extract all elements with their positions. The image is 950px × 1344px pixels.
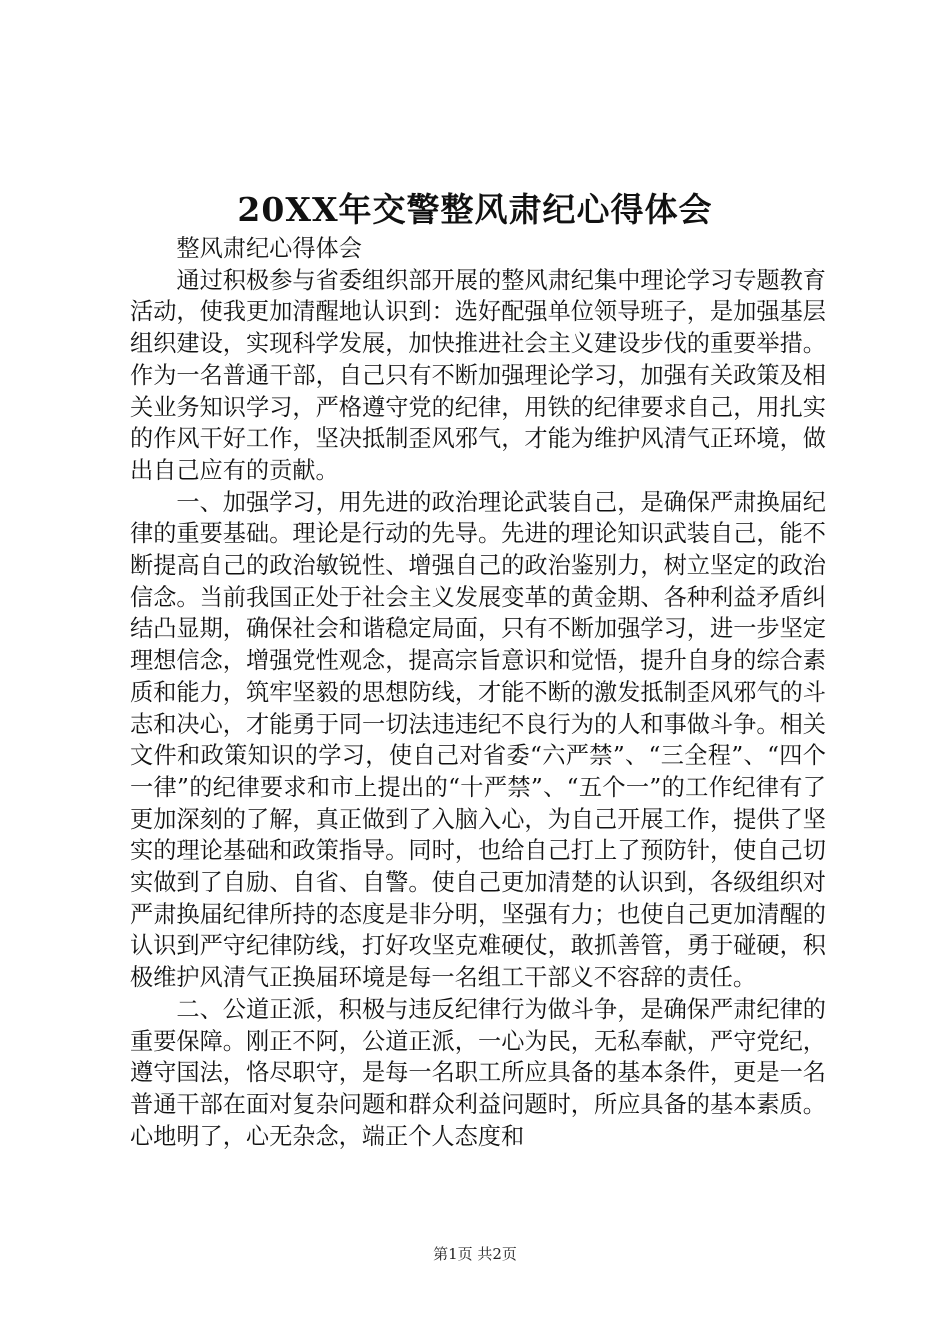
body-paragraph: 二、公道正派，积极与违反纪律行为做斗争，是确保严肃纪律的重要保障。刚正不阿，公道正派，一心为民，无私奉献，严守党纪，遵守国法，恪尽职守，是每一名职工所应具备的基本条件，更是一名普通干部在面对复杂问题和群众利益问题时，所应具备的基本素质。心地明了，心无杂念，端正个人态度和 [130,995,826,1150]
document-body [130,233,826,1152]
body-paragraph: 一、加强学习，用先进的政治理论武装自己，是确保严肃换届纪律的重要基础。理论是行动的先导。先进的理论知识武装自己，能不断提高自己的政治敏锐性、增强自己的政治鉴别力，树立坚定的政治信念。当前我国正处于社会主义发展变革的黄金期、各种利益矛盾纠结凸显期，确保社会和谐稳定局面，只有不断加强学习，进一步坚定理想信念，增强党性观念，提高宗旨意识和觉悟，提升自身的综合素质和能力，筑牢坚毅的思想防线，才能不断的激发抵制歪风邪气的斗志和决心，才能勇于同一切法违违纪不良行为的人和事做斗争。相关文件和政策知识的学习，使自己对省委“六严禁”、“三全程”、“四个一律”的纪律要求和市上提出的“十严禁”、“五个一”的工作纪律有了更加深刻的了解，真正做到了入脑入心，为自己开展工作，提供了坚实的理论基础和政策指导。同时，也给自己打上了预防针，使自己切实做到了自励、自省、自警。使自己更加清楚的认识到，各级组织对严肃换届纪律所持的态度是非分明，坚强有力；也使自己更加清醒的认识到严守纪律防线，打好攻坚克难硬仗，敢抓善管，勇于碰硬，积极维护风清气正换届环境是每一名组工干部义不容辞的责任。 [130,488,826,992]
document-subtitle: 整风肃纪心得体会 [176,235,362,262]
body-paragraph: 通过积极参与省委组织部开展的整风肃纪集中理论学习专题教育活动，使我更加清醒地认识到：选好配强单位领导班子，是加强基层组织建设，实现科学发展，加快推进社会主义建设步伐的重要举措。作为一名普通干部，自己只有不断加强理论学习，加强有关政策及相关业务知识学习，严格遵守党的纪律，用铁的纪律要求自己，用扎实的作风干好工作，坚决抵制歪风邪气，才能为维护风清气正环境，做出自己应有的贡献。 [130,266,826,484]
page-footer: 第1页 共2页 [433,1245,517,1263]
document-title: 20XX年交警整风肃纪心得体会 [237,190,713,229]
